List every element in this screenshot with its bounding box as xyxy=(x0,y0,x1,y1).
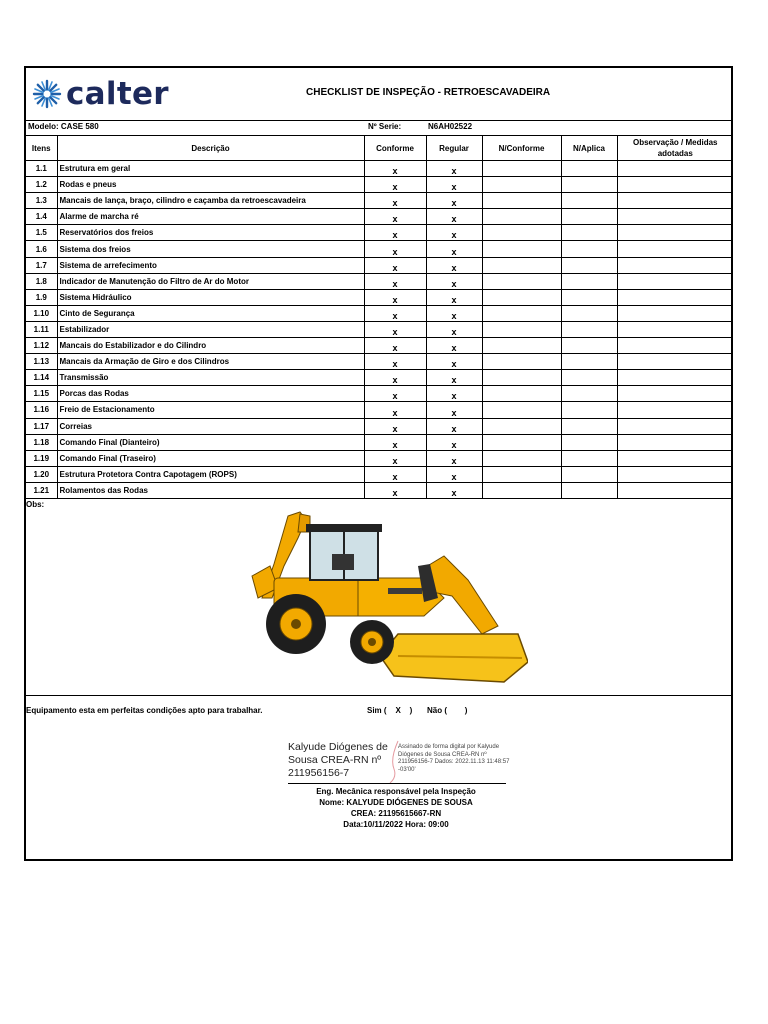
regular-cell: x xyxy=(426,193,482,209)
item-description: Sistema dos freios xyxy=(57,241,364,257)
header xyxy=(26,68,731,121)
conforme-cell: x xyxy=(364,273,426,289)
table-row xyxy=(26,482,733,498)
conforme-cell: x xyxy=(364,289,426,305)
naplica-cell xyxy=(561,354,617,370)
signature-line xyxy=(288,783,506,784)
observacao-cell xyxy=(617,257,733,273)
col-header-nconforme: N/Conforme xyxy=(482,136,561,161)
regular-cell: x xyxy=(426,402,482,418)
conforme-cell: x xyxy=(364,193,426,209)
naplica-cell xyxy=(561,434,617,450)
regular-cell: x xyxy=(426,434,482,450)
regular-cell: x xyxy=(426,354,482,370)
model-label: Modelo: CASE 580 xyxy=(28,122,99,131)
item-description: Mancais da Armação de Giro e dos Cilindros xyxy=(57,354,364,370)
nconforme-cell xyxy=(482,257,561,273)
naplica-cell xyxy=(561,273,617,289)
obs-label: Obs: xyxy=(26,500,45,509)
engineer-info xyxy=(226,786,566,830)
naplica-cell xyxy=(561,161,617,177)
table-row xyxy=(26,386,733,402)
nconforme-cell xyxy=(482,177,561,193)
item-number: 1.1 xyxy=(26,161,57,177)
nconforme-cell xyxy=(482,273,561,289)
item-number: 1.16 xyxy=(26,402,57,418)
item-description: Correias xyxy=(57,418,364,434)
item-description: Cinto de Segurança xyxy=(57,305,364,321)
item-description: Rodas e pneus xyxy=(57,177,364,193)
table-row xyxy=(26,273,733,289)
conforme-cell: x xyxy=(364,466,426,482)
table-row xyxy=(26,289,733,305)
regular-cell: x xyxy=(426,177,482,193)
table-row xyxy=(26,161,733,177)
naplica-cell xyxy=(561,289,617,305)
item-number: 1.2 xyxy=(26,177,57,193)
naplica-cell xyxy=(561,402,617,418)
item-number: 1.10 xyxy=(26,305,57,321)
item-description: Indicador de Manutenção do Filtro de Ar do Motor xyxy=(57,273,364,289)
conforme-cell: x xyxy=(364,177,426,193)
table-header-row xyxy=(26,136,733,161)
digital-signature xyxy=(288,741,508,785)
observacao-cell xyxy=(617,161,733,177)
naplica-cell xyxy=(561,257,617,273)
naplica-cell xyxy=(561,338,617,354)
observacao-cell xyxy=(617,434,733,450)
table-row xyxy=(26,305,733,321)
engineer-role: Eng. Mecânica responsável pela Inspeção xyxy=(316,787,476,796)
nconforme-cell xyxy=(482,209,561,225)
item-number: 1.6 xyxy=(26,241,57,257)
nconforme-cell xyxy=(482,402,561,418)
table-body xyxy=(26,161,733,499)
item-number: 1.20 xyxy=(26,466,57,482)
conforme-cell: x xyxy=(364,338,426,354)
conforme-cell: x xyxy=(364,370,426,386)
naplica-cell xyxy=(561,418,617,434)
observacao-cell xyxy=(617,241,733,257)
checklist-sheet xyxy=(24,66,733,861)
col-header-itens: Itens xyxy=(26,136,57,161)
item-number: 1.15 xyxy=(26,386,57,402)
table-row xyxy=(26,466,733,482)
table-row xyxy=(26,241,733,257)
regular-cell: x xyxy=(426,209,482,225)
table-row xyxy=(26,402,733,418)
observacao-cell xyxy=(617,482,733,498)
item-description: Mancais do Estabilizador e do Cilindro xyxy=(57,338,364,354)
nconforme-cell xyxy=(482,241,561,257)
signature-details: Assinado de forma digital por Kalyude Diógenes de Sousa CREA-RN nº 211956156-7 Dados: 2022.11.13 11:48:57 -03'00' xyxy=(398,744,510,773)
observacao-cell xyxy=(617,321,733,337)
item-description: Reservatórios dos freios xyxy=(57,225,364,241)
nconforme-cell xyxy=(482,305,561,321)
nconforme-cell xyxy=(482,482,561,498)
naplica-cell xyxy=(561,482,617,498)
conforme-cell: x xyxy=(364,450,426,466)
conforme-cell: x xyxy=(364,354,426,370)
item-description: Mancais de lança, braço, cilindro e caçamba da retroescavadeira xyxy=(57,193,364,209)
regular-cell: x xyxy=(426,386,482,402)
naplica-cell xyxy=(561,225,617,241)
observacao-cell xyxy=(617,466,733,482)
naplica-cell xyxy=(561,466,617,482)
col-header-descricao: Descrição xyxy=(57,136,364,161)
nao-option: Não ( ) xyxy=(427,706,468,715)
item-description: Alarme de marcha ré xyxy=(57,209,364,225)
company-logo xyxy=(32,76,169,112)
document-title: CHECKLIST DE INSPEÇÃO - RETROESCAVADEIRA xyxy=(306,87,551,98)
item-number: 1.18 xyxy=(26,434,57,450)
naplica-cell xyxy=(561,370,617,386)
nconforme-cell xyxy=(482,193,561,209)
item-description: Estrutura em geral xyxy=(57,161,364,177)
naplica-cell xyxy=(561,241,617,257)
table-row xyxy=(26,193,733,209)
item-description: Comando Final (Traseiro) xyxy=(57,450,364,466)
conforme-cell: x xyxy=(364,482,426,498)
item-description: Transmissão xyxy=(57,370,364,386)
item-description: Sistema de arrefecimento xyxy=(57,257,364,273)
inspection-table xyxy=(26,135,733,499)
regular-cell: x xyxy=(426,225,482,241)
regular-cell: x xyxy=(426,321,482,337)
nconforme-cell xyxy=(482,225,561,241)
observacao-cell xyxy=(617,338,733,354)
nconforme-cell xyxy=(482,321,561,337)
naplica-cell xyxy=(561,321,617,337)
observacao-cell xyxy=(617,225,733,241)
regular-cell: x xyxy=(426,482,482,498)
col-header-regular: Regular xyxy=(426,136,482,161)
conforme-cell: x xyxy=(364,257,426,273)
item-number: 1.14 xyxy=(26,370,57,386)
serie-label: Nº Serie: xyxy=(368,122,402,131)
naplica-cell xyxy=(561,305,617,321)
observacao-cell xyxy=(617,289,733,305)
item-number: 1.19 xyxy=(26,450,57,466)
regular-cell: x xyxy=(426,466,482,482)
table-row xyxy=(26,434,733,450)
col-header-conforme: Conforme xyxy=(364,136,426,161)
observacao-cell xyxy=(617,354,733,370)
item-description: Estabilizador xyxy=(57,321,364,337)
naplica-cell xyxy=(561,386,617,402)
inspection-datetime: Data:10/11/2022 Hora: 09:00 xyxy=(343,820,449,829)
observacao-cell xyxy=(617,370,733,386)
conforme-cell: x xyxy=(364,161,426,177)
nconforme-cell xyxy=(482,354,561,370)
item-number: 1.21 xyxy=(26,482,57,498)
item-number: 1.11 xyxy=(26,321,57,337)
table-row xyxy=(26,177,733,193)
nconforme-cell xyxy=(482,466,561,482)
regular-cell: x xyxy=(426,370,482,386)
regular-cell: x xyxy=(426,257,482,273)
item-description: Porcas das Rodas xyxy=(57,386,364,402)
item-number: 1.3 xyxy=(26,193,57,209)
backhoe-loader-image xyxy=(248,506,528,686)
regular-cell: x xyxy=(426,418,482,434)
item-description: Sistema Hidráulico xyxy=(57,289,364,305)
observacao-cell xyxy=(617,209,733,225)
item-description: Estrutura Protetora Contra Capotagem (ROPS) xyxy=(57,466,364,482)
asterisk-star-icon xyxy=(32,79,62,109)
naplica-cell xyxy=(561,450,617,466)
observacao-cell xyxy=(617,273,733,289)
table-row xyxy=(26,338,733,354)
col-header-observacao: Observação / Medidas adotadas xyxy=(617,136,733,161)
model-row xyxy=(26,120,731,135)
observacao-cell xyxy=(617,177,733,193)
item-number: 1.7 xyxy=(26,257,57,273)
table-row xyxy=(26,450,733,466)
item-description: Rolamentos das Rodas xyxy=(57,482,364,498)
regular-cell: x xyxy=(426,450,482,466)
engineer-crea: CREA: 21195615667-RN xyxy=(350,809,442,818)
signature-name: Kalyude Diógenes de Sousa CREA-RN nº 211956156-7 xyxy=(288,741,388,779)
regular-cell: x xyxy=(426,161,482,177)
item-number: 1.9 xyxy=(26,289,57,305)
serie-value: N6AH02522 xyxy=(428,122,473,131)
conforme-cell: x xyxy=(364,305,426,321)
nconforme-cell xyxy=(482,289,561,305)
item-number: 1.4 xyxy=(26,209,57,225)
item-number: 1.8 xyxy=(26,273,57,289)
naplica-cell xyxy=(561,193,617,209)
section-divider xyxy=(26,695,731,696)
status-text: Equipamento esta em perfeitas condições apto para trabalhar. xyxy=(26,706,263,715)
conforme-cell: x xyxy=(364,434,426,450)
conforme-cell: x xyxy=(364,321,426,337)
observacao-cell xyxy=(617,402,733,418)
item-number: 1.17 xyxy=(26,418,57,434)
conforme-cell: x xyxy=(364,209,426,225)
regular-cell: x xyxy=(426,305,482,321)
table-row xyxy=(26,209,733,225)
item-number: 1.5 xyxy=(26,225,57,241)
observacao-cell xyxy=(617,305,733,321)
table-row xyxy=(26,370,733,386)
naplica-cell xyxy=(561,209,617,225)
conforme-cell: x xyxy=(364,418,426,434)
table-row xyxy=(26,225,733,241)
nconforme-cell xyxy=(482,161,561,177)
conforme-cell: x xyxy=(364,225,426,241)
table-row xyxy=(26,354,733,370)
nconforme-cell xyxy=(482,418,561,434)
observacao-cell xyxy=(617,386,733,402)
observacao-cell xyxy=(617,450,733,466)
col-header-naplica: N/Aplica xyxy=(561,136,617,161)
item-number: 1.13 xyxy=(26,354,57,370)
table-row xyxy=(26,321,733,337)
sim-option: Sim ( X ) xyxy=(367,706,413,715)
logo-wordmark: calter xyxy=(66,75,169,112)
item-description: Comando Final (Dianteiro) xyxy=(57,434,364,450)
item-description: Freio de Estacionamento xyxy=(57,402,364,418)
observacao-cell xyxy=(617,193,733,209)
observacao-cell xyxy=(617,418,733,434)
regular-cell: x xyxy=(426,338,482,354)
nconforme-cell xyxy=(482,386,561,402)
conforme-cell: x xyxy=(364,402,426,418)
nconforme-cell xyxy=(482,450,561,466)
conforme-cell: x xyxy=(364,241,426,257)
conforme-cell: x xyxy=(364,386,426,402)
nconforme-cell xyxy=(482,434,561,450)
nconforme-cell xyxy=(482,338,561,354)
table-row xyxy=(26,257,733,273)
table-row xyxy=(26,418,733,434)
item-number: 1.12 xyxy=(26,338,57,354)
naplica-cell xyxy=(561,177,617,193)
regular-cell: x xyxy=(426,241,482,257)
regular-cell: x xyxy=(426,289,482,305)
regular-cell: x xyxy=(426,273,482,289)
nconforme-cell xyxy=(482,370,561,386)
engineer-name: Nome: KALYUDE DIÓGENES DE SOUSA xyxy=(319,798,473,807)
